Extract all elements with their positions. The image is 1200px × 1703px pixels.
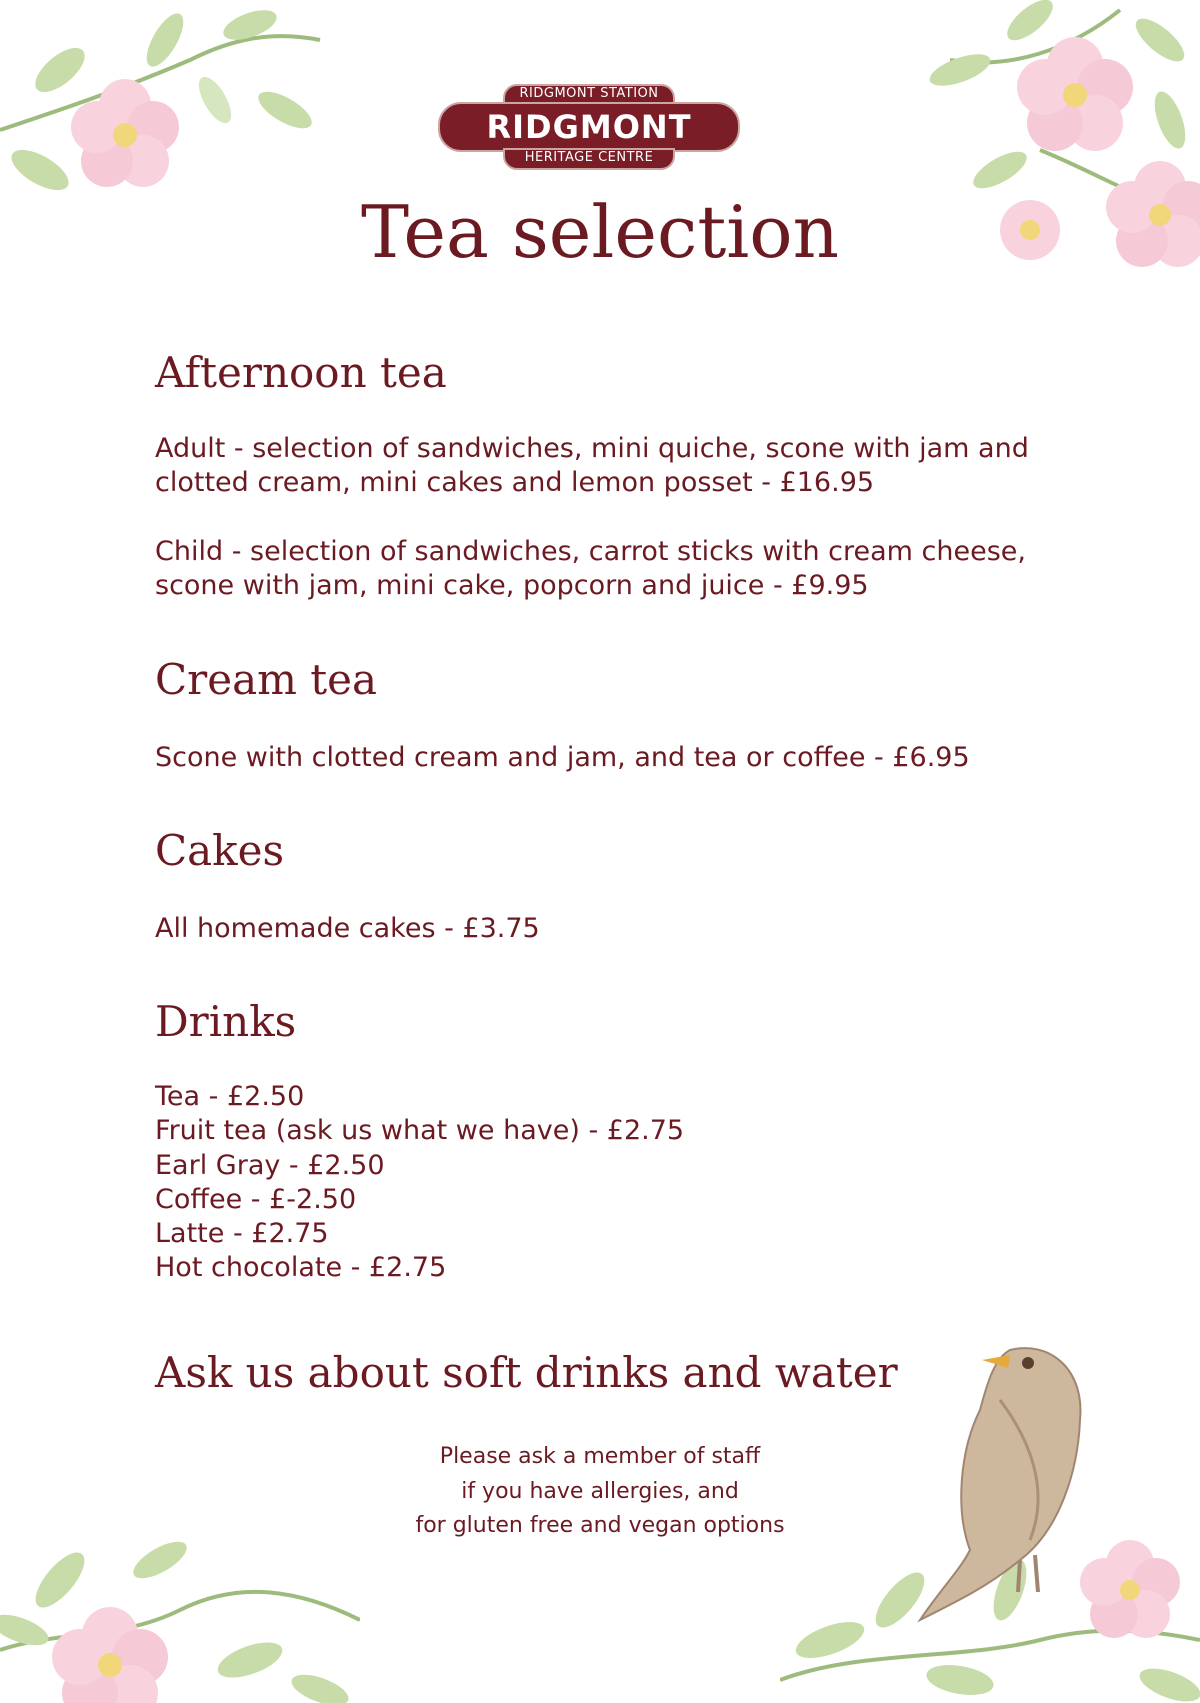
drink-item-coffee: Coffee - £-2.50 — [155, 1183, 357, 1215]
bird-illustration — [900, 1330, 1140, 1630]
section-heading-afternoon-tea: Afternoon tea — [155, 348, 447, 397]
floral-bottom-left-decoration — [0, 1500, 360, 1703]
logo-bottom-text: HERITAGE CENTRE — [503, 148, 675, 170]
drink-item-earl-gray: Earl Gray - £2.50 — [155, 1149, 385, 1181]
section-heading-soft-drinks: Ask us about soft drinks and water — [155, 1348, 898, 1397]
allergy-note — [360, 1440, 840, 1544]
menu-item-adult-afternoon-tea: Adult - selection of sandwiches, mini quiche, scone with jam and clotted cream, mini cakes and lemon posset - £16.95 — [155, 433, 1029, 498]
allergy-note-line: Please ask a member of staff — [439, 1444, 761, 1469]
drink-item-latte: Latte - £2.75 — [155, 1218, 329, 1250]
allergy-note-line: if you have allergies, and — [461, 1478, 739, 1504]
section-heading-cream-tea: Cream tea — [155, 655, 378, 704]
page-title: Tea selection — [360, 190, 840, 274]
menu-item-cream-tea: Scone with clotted cream and jam, and tea or coffee - £6.95 — [155, 742, 970, 773]
logo-top-text: RIDGMONT STATION — [503, 84, 675, 106]
drinks-list — [155, 1080, 684, 1286]
ridgmont-logo — [438, 84, 740, 170]
drink-item-tea: Tea - £2.50 — [155, 1081, 305, 1112]
section-heading-drinks: Drinks — [155, 997, 297, 1046]
logo-main-text: RIDGMONT — [438, 102, 740, 152]
drink-item-hot-chocolate: Hot chocolate - £2.75 — [155, 1252, 447, 1284]
menu-item-cakes: All homemade cakes - £3.75 — [155, 913, 540, 944]
menu-item-child-afternoon-tea: Child - selection of sandwiches, carrot sticks with cream cheese, scone with jam, mini cake, popcorn and juice - £9.95 — [155, 536, 1027, 601]
section-heading-cakes: Cakes — [155, 826, 285, 875]
allergy-note-line: for gluten free and vegan options — [415, 1513, 785, 1538]
drink-item-fruit-tea: Fruit tea (ask us what we have) - £2.75 — [155, 1115, 685, 1147]
